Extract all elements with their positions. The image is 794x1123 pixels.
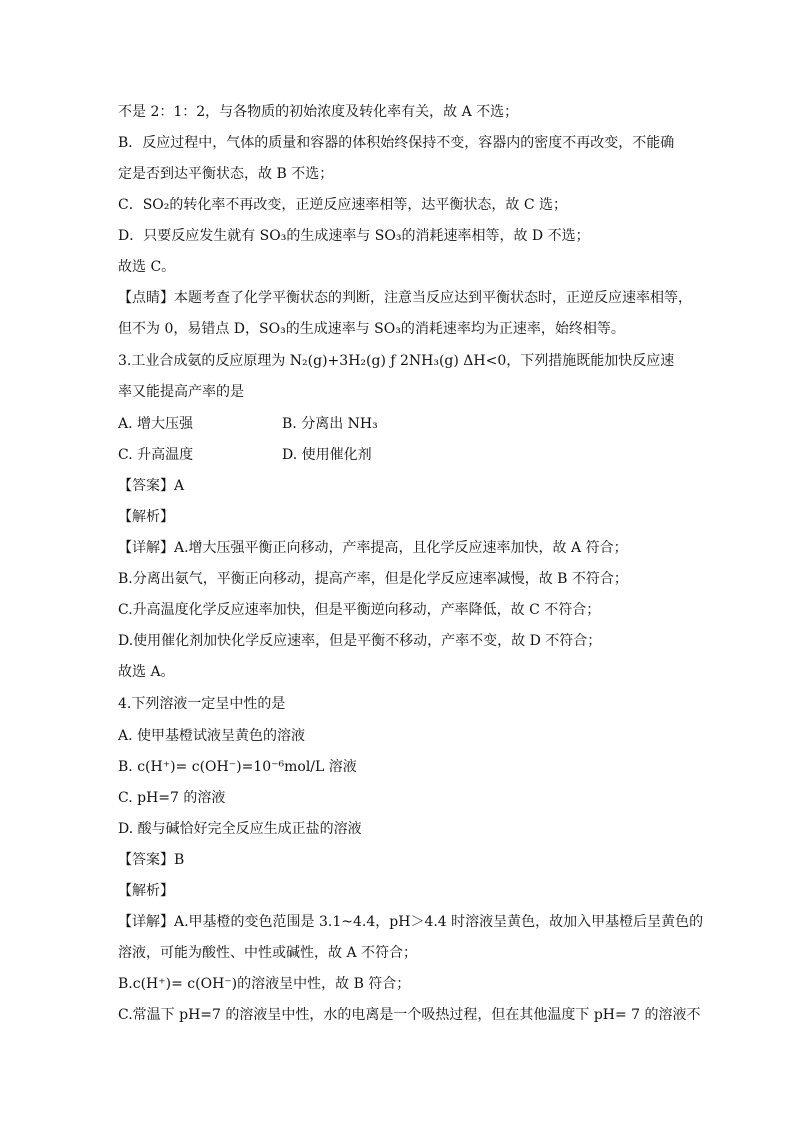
text-line: C.常温下 pH=7 的溶液呈中性，水的电离是一个吸热过程，但在其他温度下 pH= 7 的溶液不 <box>118 1007 701 1023</box>
question-3-stem-cont: 率又能提高产率的是 <box>118 384 244 400</box>
text-line: 【详解】A.增大压强平衡正向移动，产率提高，且化学反应速率加快，故 A 符合； <box>118 540 628 556</box>
text-line: 【详解】A.甲基橙的变色范围是 3.1~4.4，pH＞4.4 时溶液呈黄色，故加入甲基橙后呈黄色的 <box>118 914 704 930</box>
q4-option-a: A. 使甲基橙试液呈黄色的溶液 <box>118 728 306 744</box>
question-4-stem: 4.下列溶液一定呈中性的是 <box>118 696 286 712</box>
q3-option-c: C. 升高温度 <box>118 447 194 463</box>
q4-option-d: D. 酸与碱恰好完全反应生成正盐的溶液 <box>118 821 362 837</box>
text-line: B.分离出氨气，平衡正向移动，提高产率，但是化学反应速率减慢，故 B 不符合； <box>118 571 628 587</box>
q3-analysis-heading: 【解析】 <box>118 509 174 525</box>
q4-analysis-heading: 【解析】 <box>118 883 174 899</box>
text-line: 不是 2：1：2，与各物质的初始浓度及转化率有关，故 A 不选； <box>118 104 519 120</box>
q4-option-c: C. pH=7 的溶液 <box>118 790 226 806</box>
text-line: B.c(H⁺)= c(OH⁻)的溶液呈中性，故 B 符合； <box>118 976 411 992</box>
text-line: 故选 A。 <box>118 664 175 680</box>
q3-option-b: B. 分离出 NH₃ <box>282 416 378 432</box>
text-line: D.使用催化剂加快化学反应速率，但是平衡不移动，产率不变，故 D 不符合； <box>118 633 602 649</box>
text-line: 溶液，可能为酸性、中性或碱性，故 A 不符合； <box>118 945 418 961</box>
text-line: 故选 C。 <box>118 259 176 275</box>
text-line: D．只要反应发生就有 SO₃的生成速率与 SO₃的消耗速率相等，故 D 不选； <box>118 228 590 244</box>
question-3-stem: 3.工业合成氨的反应原理为 N₂(g)+3H₂(g) ƒ 2NH₃(g) ΔH<0，下列措施既能加快反应速 <box>118 353 675 369</box>
text-line: B．反应过程中，气体的质量和容器的体积始终保持不变，容器内的密度不再改变，不能确 <box>118 135 675 151</box>
q3-option-d: D. 使用催化剂 <box>282 447 372 463</box>
text-line: 但不为 0，易错点 D，SO₃的生成速率与 SO₃的消耗速率均为正速率，始终相等。 <box>118 321 625 337</box>
q4-answer: 【答案】B <box>118 852 185 868</box>
text-line: 定是否到达平衡状态，故 B 不选； <box>118 166 334 182</box>
q4-option-b: B. c(H⁺)= c(OH⁻)=10⁻⁶mol/L 溶液 <box>118 759 357 775</box>
text-line: C．SO₂的转化率不再改变，正逆反应速率相等，达平衡状态，故 C 选； <box>118 197 568 213</box>
q3-option-a: A. 增大压强 <box>118 416 194 432</box>
text-line: C.升高温度化学反应速率加快，但是平衡逆向移动，产率降低，故 C 不符合； <box>118 602 601 618</box>
text-line: 【点睛】本题考查了化学平衡状态的判断，注意当反应达到平衡状态时，正逆反应速率相等， <box>118 290 692 306</box>
q3-answer: 【答案】A <box>118 478 185 494</box>
